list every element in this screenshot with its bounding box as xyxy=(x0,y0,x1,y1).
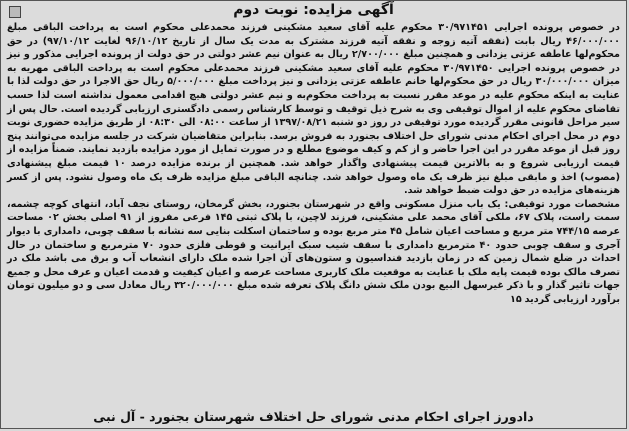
notice-header xyxy=(1,1,626,21)
notice-paragraph-property: مشخصات مورد توقیفی: یک باب منزل مسکونی واقع در شهرستان بجنورد، بخش گرمخان، روستای نجف آباد، انتهای کوچه چشمه، سمت راست، پلاک ۶۷، ملکی آقای محمد علی مشکینی، فرزند لاچین، با پلاک ثبتی ۱۴۵ فرعی مفروز از ۹۱ اصلی بخش ۰۲ مساحت عرصه ۷۴۴/۱۵ متر مربع و مساحت اعیان شامل ۴۵ متر مربع بوده و ساختمان اسکلت بنایی سه نشانه با سقف چوبی، دامداری با دیوار آجری و سقف چوبی حدود ۴۰ مترمربع دامداری با سقف شیب سبک ایرانیت و قوطی فلزی حدود ۷۰ مترمربع و ساختمان در حال احداث در ضلع شمال زمین که در زمان بازدید فنداسیون و ستون‌های آن اجرا شده ملک دارای انشعاب آب و برق می باشد ملک در تصرف مالک بوده قیمت پایه ملک با عنایت به موقعیت ملک کاربری مساحت عرصه و اعیان کیفیت و قدمت اعیان و عرف محل و جمیع جهات تاثیر گذار و با ذکر غیرسهل البیع بودن ملک شش دانگ پلاک تعرفه شده مبلغ ۳۲۰/۰۰۰/۰۰۰ ریال معادل سی و دو میلیون تومان برآورد ارزیابی گردید ۱۵ xyxy=(7,198,621,305)
notice-paragraph-case: در خصوص پرونده اجرایی ۳۰/۹۷۱۴۵۱ محکوم علیه آقای سعید مشکینی فرزند محمدعلی محکوم است به پرداخت الباقی مبلغ ۴۶/۰۰۰/۰۰۰ ریال بابت (نفقه آتیه زوجه و نفقه آتیه فرزند مشترک به مدت یک سال از تاریخ ۹۶/۱۰/۱۲ لغایت ۹۷/۱۰/۱۲) در حق محکوم‌لها عاطفه عزتی یزدانی و همچنین مبلغ ۲/۷۰۰/۰۰۰ ریال به عنوان نیم عشر دولتی در حق دولت از پرونده اجرایی مذکور و نیز در خصوص پرونده اجرایی ۳۰/۹۷۱۴۵۰ محکوم علیه آقای سعید مشکینی فرزند محمدعلی محکوم است به پرداخت الباقی مهریه به میزان ۳۰/۰۰۰/۰۰۰ ریال در حق محکوم‌لها خانم عاطفه عزتی یزدانی و نیز پرداخت مبلغ ۵/۰۰۰/۰۰۰ ریال حق الاجرا در حق دولت لذا با عنایت به اینکه محکوم علیه در موعد مقرر نسبت به پرداخت محکوم‌به و نیم عشر دولتی هیچ اقدامی معمول نداشته است لذا حسب تقاضای محکوم علیه از اموال توقیفی وی به شرح ذیل توقیف و توسط کارشناس رسمی دادگستری ارزیابی گردیده است. حال پس از سیر مراحل قانونی مقرر گردیده مورد توقیفی در روز دو شنبه ۱۳۹۷/۰۸/۲۱ از ساعت ۰۸:۰۰ الی ۰۸:۳۰ از طریق مزایده حضوری نوبت دوم در محل اجرای احکام مدنی شورای حل اختلاف بجنورد به فروش برسد. بنابراین متقاضیان شرکت در جلسه مزایده می‌توانند پنج روز قبل از موعد مقرر در این اجرا حاضر و از کم و کیف موضوع مطلع و در صورت تمایل از مورد مزایده بازدید نمایند. ضمناً مزایده از قیمت ارزیابی شروع و به بالاترین قیمت پیشنهادی واگذار خواهد شد. همچنین از برنده مزایده درصد ۱۰ قیمت مبلغ پیشنهادی (مصوب) اخذ و مابقی مبلغ نیز ظرف یک ماه وصول خواهد شد. چنانچه الباقی مبلغ مزایده ظرف یک ماه وصول نشود. پس از کسر هزینه‌های مزایده در حق دولت ضبط خواهد شد. xyxy=(7,22,621,197)
notice-signature: دادورز اجرای احکام مدنی شورای حل اختلاف شهرستان بجنورد - آل نبی xyxy=(93,409,534,424)
notice-body xyxy=(1,21,626,306)
notice-title: آگهی مزایده: نوبت دوم xyxy=(233,2,394,18)
